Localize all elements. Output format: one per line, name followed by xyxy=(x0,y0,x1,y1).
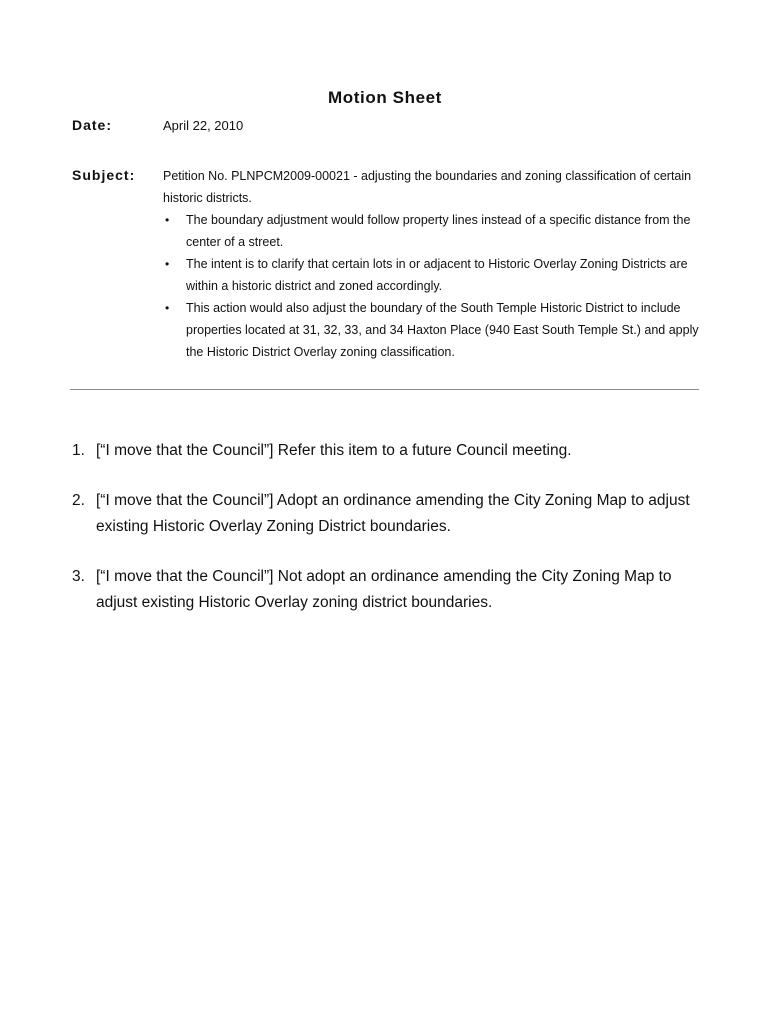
horizontal-divider xyxy=(70,389,699,390)
subject-block xyxy=(163,165,703,363)
date-value: April 22, 2010 xyxy=(163,118,244,133)
motion-text: [“I move that the Council”] Refer this item to a future Council meeting. xyxy=(96,442,572,459)
motion-number: 1. xyxy=(72,442,85,459)
bullet-icon: • xyxy=(165,257,170,271)
motion-list xyxy=(72,438,702,640)
page-title: Motion Sheet xyxy=(328,88,442,107)
bullet-icon: • xyxy=(165,301,170,315)
motion-item xyxy=(72,438,702,464)
subject-bullet-item xyxy=(163,209,703,253)
subject-bullet-text: This action would also adjust the boundary of the South Temple Historic District to include properties located at 31, 32, 33, and 34 Haxton Place (940 East South Temple St.) and apply the Historic District Overlay zoning classification. xyxy=(186,301,699,359)
subject-bullet-item xyxy=(163,253,703,297)
motion-item xyxy=(72,564,702,616)
subject-bullet-text: The intent is to clarify that certain lots in or adjacent to Historic Overlay Zoning Districts are within a historic district and zoned accordingly. xyxy=(186,257,688,293)
motion-item xyxy=(72,488,702,540)
motion-number: 3. xyxy=(72,568,85,585)
motion-text: [“I move that the Council”] Not adopt an ordinance amending the City Zoning Map to adjust existing Historic Overlay zoning district boundaries. xyxy=(96,568,672,611)
bullet-icon: • xyxy=(165,213,170,227)
subject-bullet-list xyxy=(163,209,703,363)
subject-text: Petition No. PLNPCM2009-00021 - adjusting the boundaries and zoning classification of certain historic districts. xyxy=(163,169,692,205)
subject-bullet-text: The boundary adjustment would follow property lines instead of a specific distance from the center of a street. xyxy=(186,213,691,249)
date-label: Date: xyxy=(72,117,113,133)
subject-bullet-item xyxy=(163,297,703,363)
motion-number: 2. xyxy=(72,492,85,509)
motion-text: [“I move that the Council”] Adopt an ordinance amending the City Zoning Map to adjust existing Historic Overlay Zoning District boundaries. xyxy=(96,492,690,535)
subject-label: Subject: xyxy=(72,167,136,183)
